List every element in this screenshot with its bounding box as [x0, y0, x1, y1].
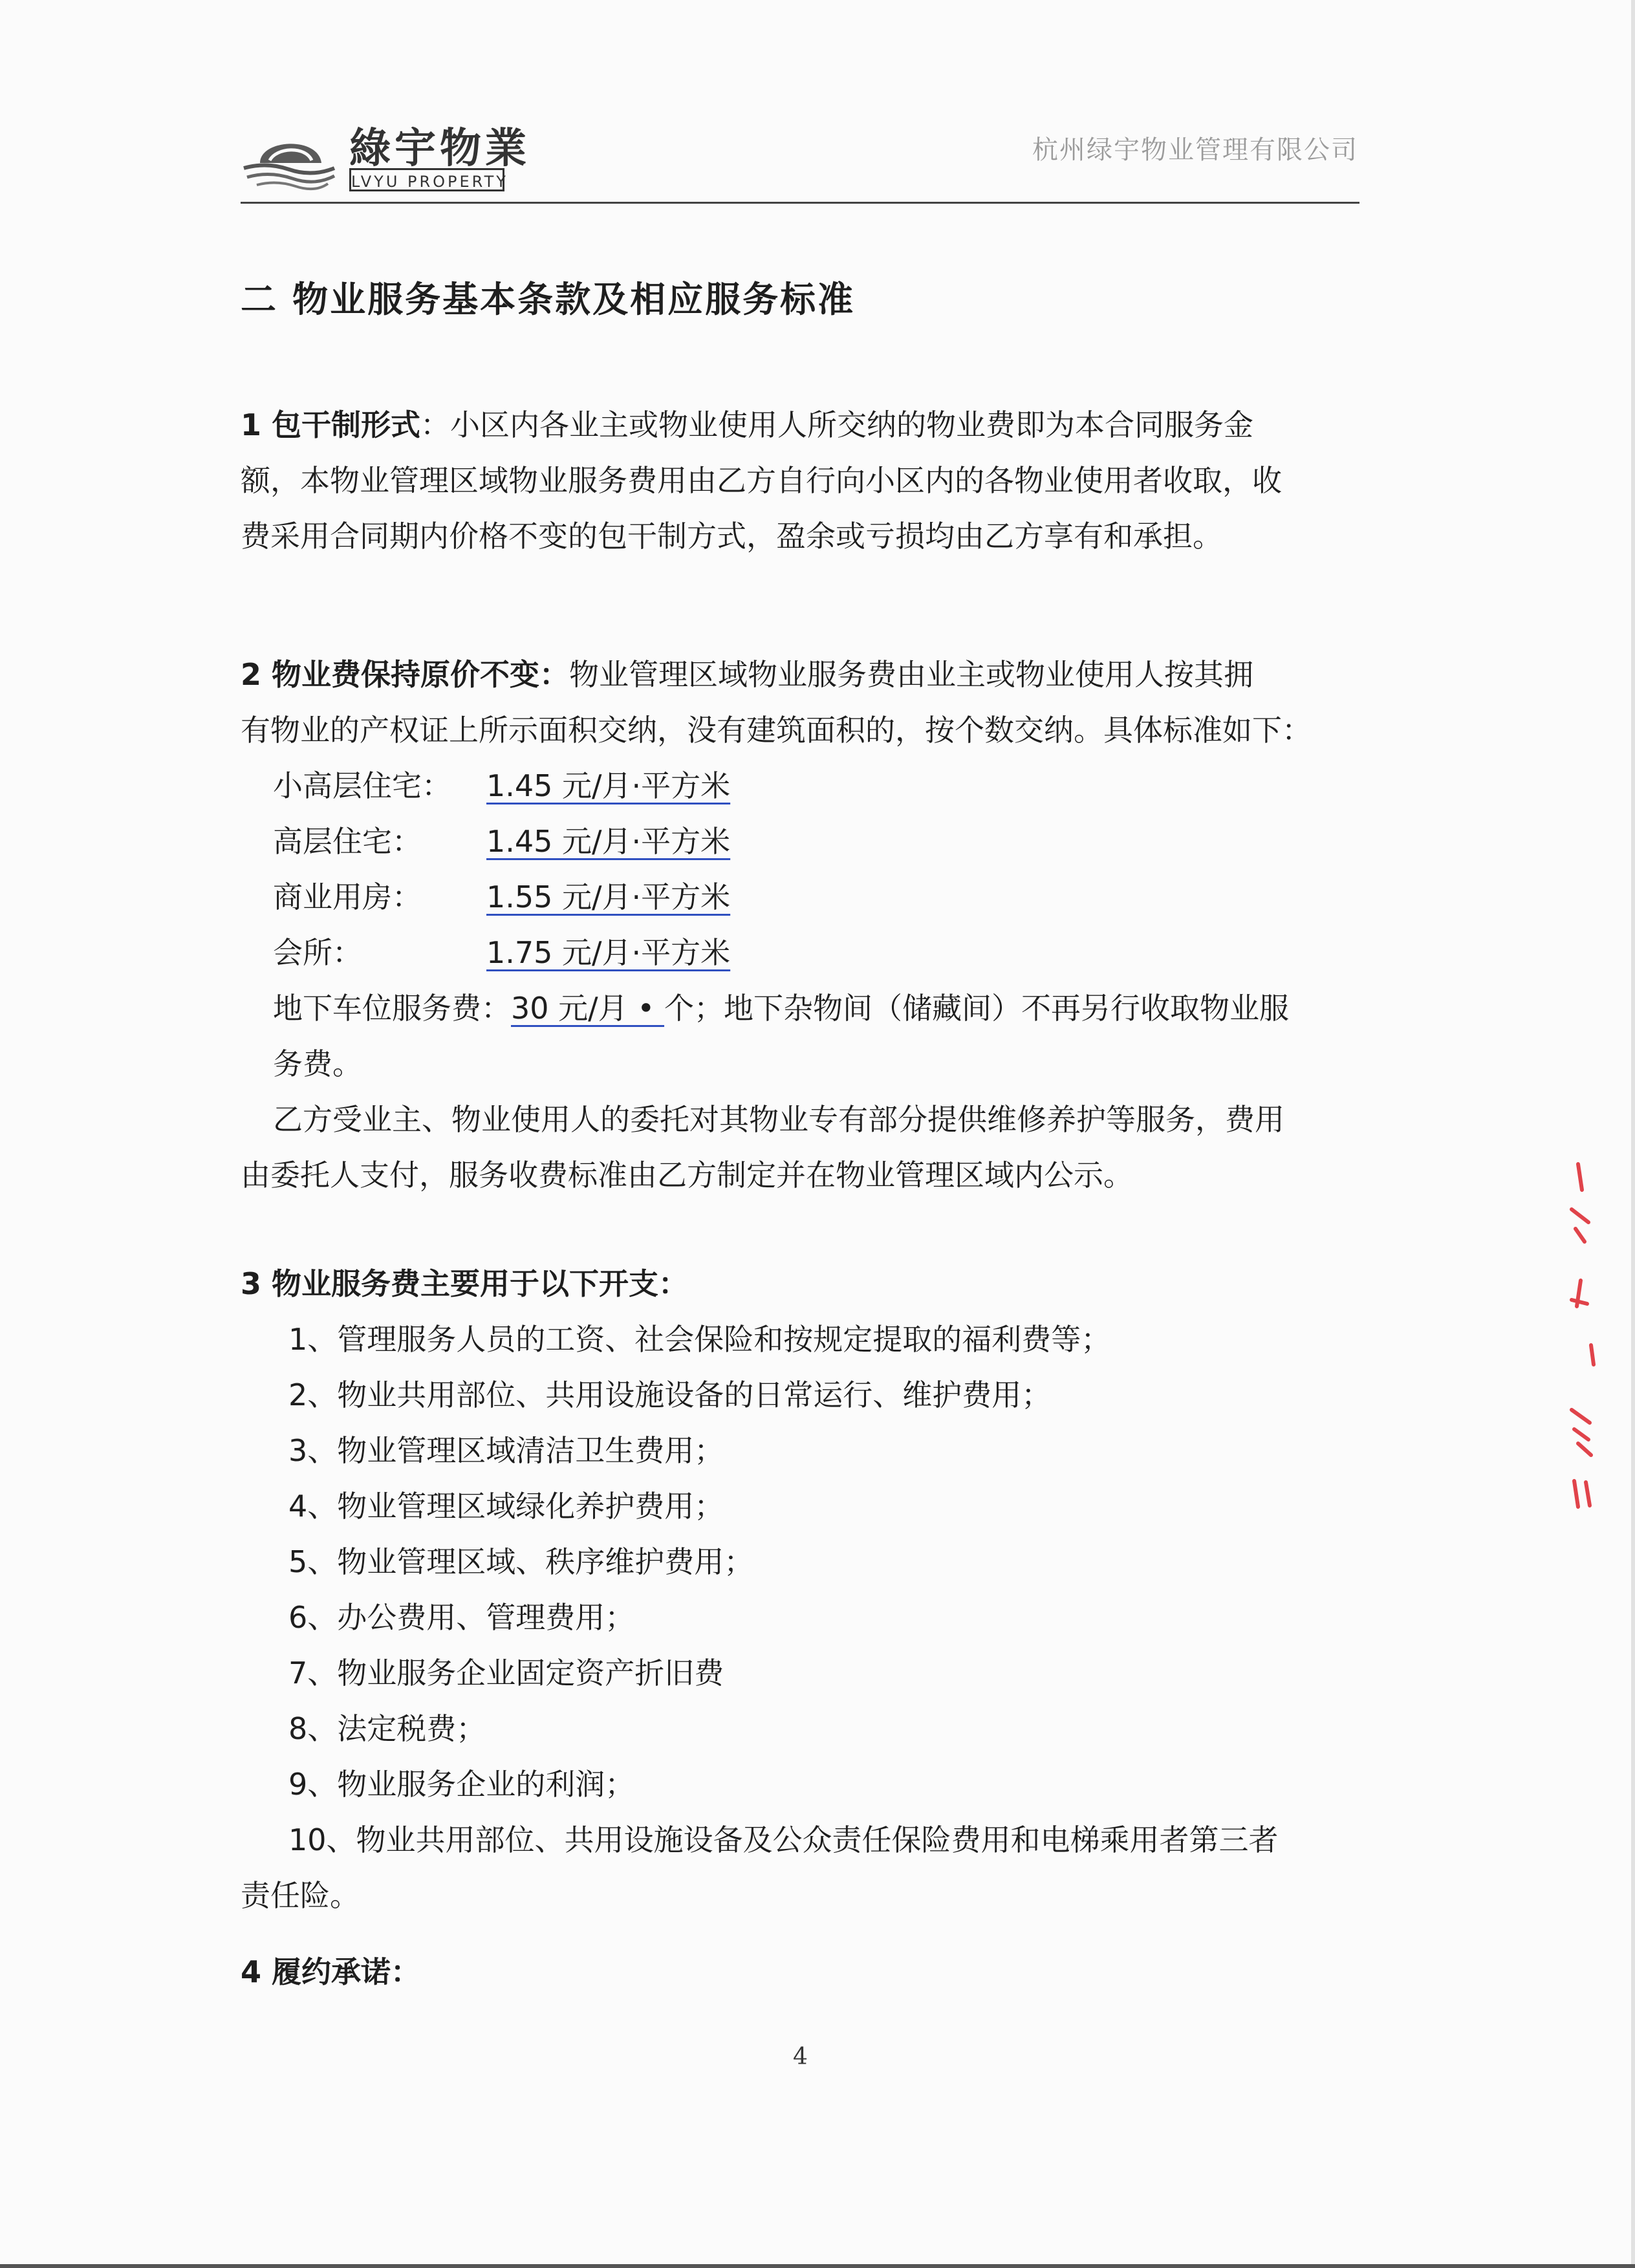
fee-label: 商业用房：	[273, 880, 422, 914]
fee-value: 1.45 元/月·平方米	[486, 768, 731, 803]
expense-item: 2、物业共用部位、共用设施设备的日常运行、维护费用；	[288, 1377, 1052, 1412]
clause2-line1	[241, 647, 1253, 702]
expense-item: 3、物业管理区域清洁卫生费用；	[288, 1433, 724, 1468]
fee-row	[273, 758, 730, 814]
expense-item: 10、物业共用部位、共用设施设备及公众责任保险费用和电梯乘用者第三者	[288, 1822, 1279, 1857]
company-logo	[241, 110, 530, 194]
fee-label: 会所：	[273, 935, 362, 970]
bottom-page-edge	[0, 2264, 1635, 2268]
parking-fee-note: 个；地下杂物间（储藏间）不再另行收取物业服	[664, 991, 1290, 1026]
clause3-label: 3 物业服务费主要用于以下开支：	[241, 1266, 689, 1301]
fee-label: 高层住宅：	[273, 824, 422, 859]
clause1-label: 1 包干制形式	[241, 407, 421, 442]
fee-value: 1.55 元/月·平方米	[486, 880, 731, 914]
clause1-line1	[241, 397, 1253, 453]
expense-item: 9、物业服务企业的利润；	[288, 1767, 635, 1802]
fee-label: 小高层住宅：	[273, 768, 451, 803]
expense-item: 4、物业管理区域绿化养护费用；	[288, 1489, 724, 1524]
right-page-edge	[1631, 0, 1635, 2268]
logo-english-name: LVYU PROPERTY	[349, 168, 504, 191]
section-title: 二 物业服务基本条款及相应服务标准	[241, 279, 856, 320]
page-number: 4	[793, 2044, 808, 2070]
expense-item-cont: 责任险。	[241, 1878, 360, 1913]
fee-value: 1.75 元/月·平方米	[486, 935, 731, 970]
clause2-label: 2 物业费保持原价不变：	[241, 657, 570, 692]
fee-row	[273, 869, 730, 925]
logo-chinese-name: 綠宇物業	[349, 124, 530, 173]
fee-row	[273, 814, 730, 869]
company-name: 杭州绿宇物业管理有限公司	[1032, 135, 1358, 165]
parking-fee-line2: 务费。	[273, 1046, 362, 1081]
logo-mark-icon	[241, 116, 338, 194]
parking-fee-line	[273, 980, 1289, 1036]
clause1-line2: 额，本物业管理区域物业服务费用由乙方自行向小区内的各物业使用者收取，收	[241, 463, 1282, 498]
expense-item: 7、物业服务企业固定资产折旧费	[288, 1656, 724, 1690]
clause4-label: 4 履约承诺：	[241, 1954, 421, 1989]
clause2-line2: 有物业的产权证上所示面积交纳，没有建筑面积的，按个数交纳。具体标准如下：	[241, 713, 1312, 748]
expense-item: 8、法定税费；	[288, 1711, 486, 1746]
expense-item: 5、物业管理区域、秩序维护费用；	[288, 1544, 754, 1579]
parking-fee-label: 地下车位服务费：	[273, 991, 511, 1026]
header-divider	[241, 202, 1359, 204]
fee-value: 1.45 元/月·平方米	[486, 824, 731, 859]
expense-item: 1、管理服务人员的工资、社会保险和按规定提取的福利费等；	[288, 1322, 1111, 1357]
clause1-line3: 费采用合同期内价格不变的包干制方式，盈余或亏损均由乙方享有和承担。	[241, 519, 1222, 554]
red-seal-stamp-icon	[1552, 1151, 1604, 1513]
clause1-text: ：小区内各业主或物业使用人所交纳的物业费即为本合同服务金	[420, 407, 1254, 442]
clause2-text: 物业管理区域物业服务费由业主或物业使用人按其拥	[569, 657, 1254, 692]
entrust-line2: 由委托人支付，服务收费标准由乙方制定并在物业管理区域内公示。	[241, 1158, 1133, 1193]
parking-fee-value: 30 元/月 •	[511, 991, 665, 1026]
entrust-line1: 乙方受业主、物业使用人的委托对其物业专有部分提供维修养护等服务，费用	[273, 1102, 1284, 1137]
fee-row	[273, 925, 730, 980]
expense-item: 6、办公费用、管理费用；	[288, 1600, 635, 1635]
